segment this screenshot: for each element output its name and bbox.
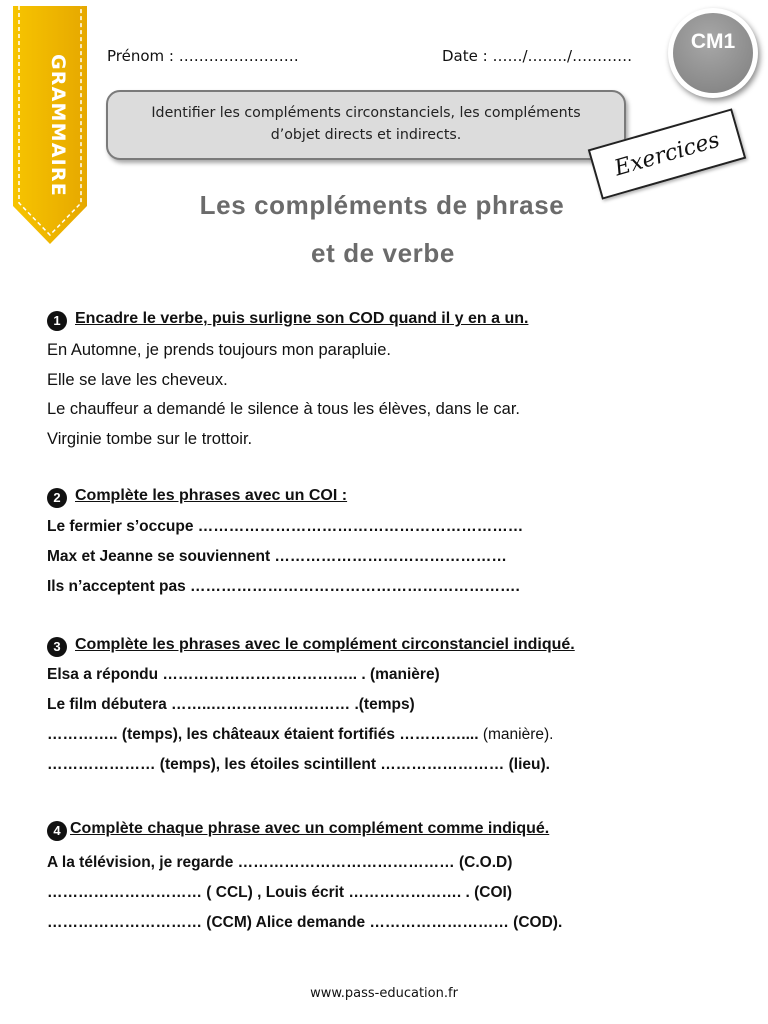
sentence: ………………… (temps), les étoiles scintillent …………………… (lieu). bbox=[47, 756, 550, 773]
footer-website: www.pass-education.fr bbox=[310, 986, 458, 1001]
exercise-instruction: Encadre le verbe, puis surligne son COD quand il y en a un. bbox=[75, 310, 529, 327]
page-title: Les compléments de phrase bbox=[199, 190, 565, 220]
exercise-instruction: Complète les phrases avec le complément circonstanciel indiqué. bbox=[75, 636, 575, 653]
level-badge-label: CM1 bbox=[690, 30, 736, 53]
exercise-number-icon: 1 bbox=[47, 311, 67, 331]
sentence: A la télévision, je regarde …………………………………… (C.O.D) bbox=[47, 854, 513, 871]
exercise-heading bbox=[47, 633, 748, 657]
exercise-heading bbox=[47, 307, 748, 331]
sentence: Virginie tombe sur le trottoir. bbox=[47, 429, 253, 448]
sentence: Le fermier s’occupe ……………………………………………………… bbox=[47, 518, 524, 535]
exercise-number-icon: 3 bbox=[47, 637, 67, 657]
exercise-instruction: Complète les phrases avec un COI : bbox=[75, 487, 348, 504]
sentence: ………………………… ( CCL) , Louis écrit …………………. . (COI) bbox=[47, 884, 512, 901]
objective-line: Identifier les compléments circonstanciels, les compléments bbox=[151, 105, 581, 121]
sentence: Max et Jeanne se souviennent ……………………………………… bbox=[47, 548, 507, 565]
objective-line: d’objet directs et indirects. bbox=[270, 127, 462, 143]
exercise-number-icon: 4 bbox=[47, 821, 67, 841]
prenom-field: Prénom : …………………… bbox=[107, 47, 299, 65]
exercise-3 bbox=[47, 633, 748, 780]
sentence: Ils n’acceptent pas ………………………………………………………. bbox=[47, 578, 520, 595]
date-field: Date : ……/……../………… bbox=[442, 47, 633, 65]
exercise-heading bbox=[47, 817, 748, 841]
sentence: ………………………… (CCM) Alice demande ……………………… (COD). bbox=[47, 914, 563, 931]
exercise-2 bbox=[47, 484, 748, 602]
exercise-1 bbox=[47, 307, 748, 454]
page-subtitle: et de verbe bbox=[311, 238, 455, 268]
exercices-stamp: Exercices bbox=[588, 108, 747, 199]
exercise-number-icon: 2 bbox=[47, 488, 67, 508]
exercise-4 bbox=[47, 817, 748, 938]
sentence: Elle se lave les cheveux. bbox=[47, 370, 228, 389]
sentence: Le film débutera ……..……………………… .(temps) bbox=[47, 696, 415, 713]
sentence: En Automne, je prends toujours mon parapluie. bbox=[47, 341, 391, 359]
banner-label: GRAMMAIRE bbox=[47, 54, 69, 197]
objective-box bbox=[106, 90, 626, 160]
exercise-heading bbox=[47, 484, 748, 508]
sentence: ………….. (temps), les châteaux étaient fortifiés ………….... (manière). bbox=[47, 726, 554, 743]
level-badge bbox=[668, 8, 758, 98]
sentence: Elsa a répondu ……………………………….. . (manière) bbox=[47, 666, 440, 683]
sentence: Le chauffeur a demandé le silence à tous les élèves, dans le car. bbox=[47, 400, 520, 418]
exercise-instruction: Complète chaque phrase avec un complément comme indiqué. bbox=[70, 820, 550, 837]
